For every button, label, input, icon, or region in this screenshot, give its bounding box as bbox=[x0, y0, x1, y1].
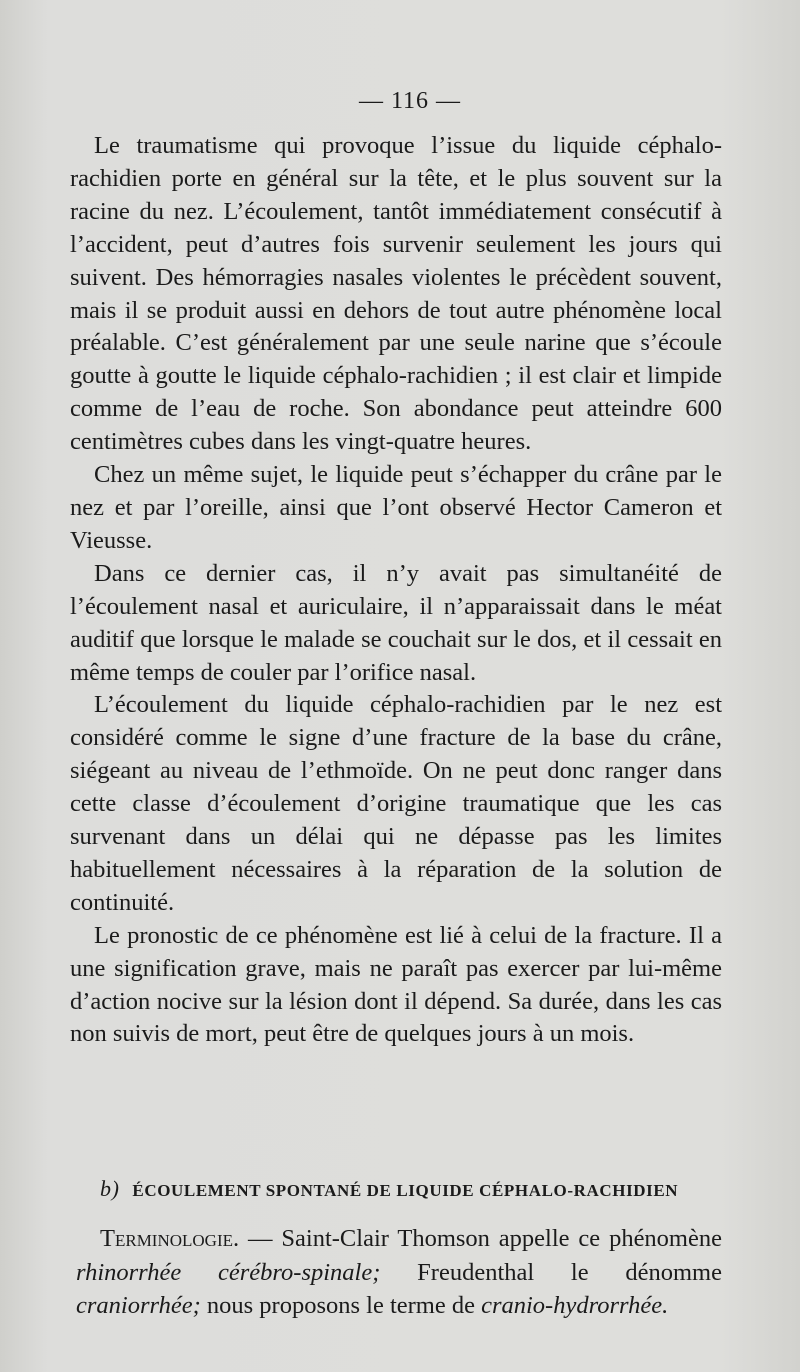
body-text bbox=[70, 130, 722, 1051]
paragraph-5: Le pronostic de ce phénomène est lié à celui de la fracture. Il a une signification grave, mais ne paraît pas exercer par lui-même d’action nocive sur la lésion dont il dépend. Sa durée, dans les cas non suivis de mort, peut être de quelques jours à un mois. bbox=[70, 921, 722, 1048]
terminology-text-2: Freudenthal le dénomme bbox=[380, 1258, 722, 1286]
paragraph-3: Dans ce dernier cas, il n’y avait pas simultanéité de l’écoulement nasal et auriculaire, il n’apparaissait dans le méat auditif que lorsque le malade se couchait sur le dos, et il cessait en même temps de couler par l’orifice nasal. bbox=[70, 559, 722, 686]
term-cranio-hydrorrhee: cranio-hydrorrhée. bbox=[481, 1292, 669, 1319]
paragraph-2: Chez un même sujet, le liquide peut s’échapper du crâne par le nez et par l’oreille, ainsi que l’ont observé Hector Cameron et Vieusse. bbox=[70, 461, 722, 554]
section-label: b) bbox=[100, 1176, 120, 1201]
section-title: ÉCOULEMENT SPONTANÉ DE LIQUIDE CÉPHALO-RACHIDIEN bbox=[132, 1181, 679, 1200]
term-craniorrhee: craniorrhée; bbox=[76, 1292, 201, 1319]
terminology-text-1: — Saint-Clair Thomson appelle ce phénomène bbox=[239, 1225, 722, 1252]
page-number: — 116 — bbox=[358, 88, 462, 114]
terminology-paragraph bbox=[76, 1222, 722, 1323]
paragraph-1: Le traumatisme qui provoque l’issue du liquide céphalo-rachidien porte en général sur la tête, et le plus souvent sur la racine du nez. L’écoulement, tantôt immédiatement consécutif à l’accident, peut d’autres fois survenir seulement les jours qui suivent. Des hémorragies nasales violentes le précèdent souvent, mais il se produit aussi en dehors de tout autre phénomène local préalable. C’est généralement par une seule narine que s’écoule goutte à goutte le liquide céphalo-rachidien ; il est clair et limpide comme de l’eau de roche. Son abondance peut atteindre 600 centimètres cubes dans les vingt-quatre heures. bbox=[70, 132, 722, 456]
term-rhinorrhee: rhinorrhée cérébro-spinale; bbox=[76, 1258, 381, 1286]
terminology-lead: Terminologie. bbox=[100, 1225, 240, 1252]
paragraph-4: L’écoulement du liquide céphalo-rachidien par le nez est considéré comme le signe d’une fracture de la base du crâne, siégeant au niveau de l’ethmoïde. On ne peut donc ranger dans cette classe d’écoulement d’origine traumatique que les cas survenant dans un délai qui ne dépasse pas les limites habituellement nécessaires à la réparation de la solution de continuité. bbox=[70, 691, 722, 916]
terminology-text-3: nous proposons le terme de bbox=[200, 1292, 482, 1319]
section-heading bbox=[100, 1176, 720, 1202]
